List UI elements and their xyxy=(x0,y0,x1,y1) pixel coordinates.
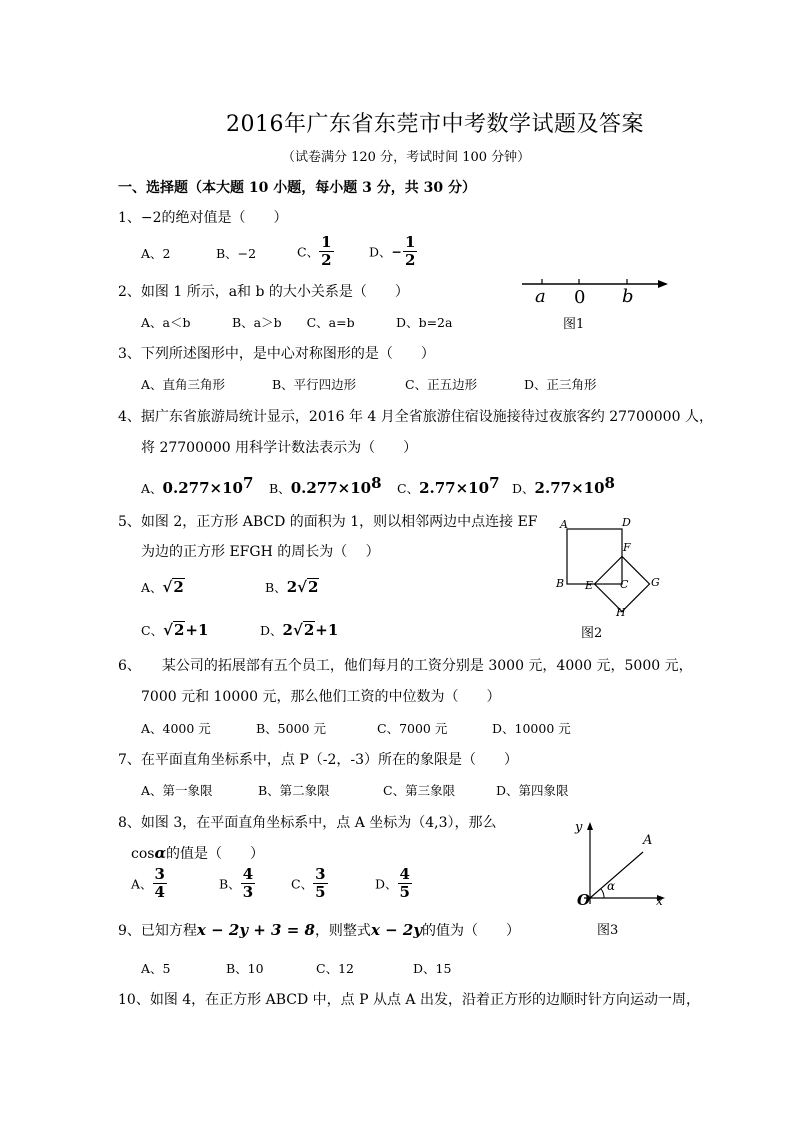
q5-line1: 5、如图 2，正方形 ABCD 的面积为 1，则以相邻两边中点连接 EF xyxy=(118,514,538,530)
q1-option-d: D、− $\frac{1}{2}$ xyxy=(369,233,416,269)
q4-line1: 4、据广东省旅游局统计显示，2016 年 4 月全省旅游住宿设施接待过夜旅客约 27700000 人， xyxy=(118,409,713,425)
fig2-caption: 图2 xyxy=(581,626,603,641)
section-heading: 一、选择题（本大题 10 小题，每小题 3 分，共 30 分） xyxy=(118,180,476,196)
q9-option-c: C、12 xyxy=(316,961,354,976)
square-figure xyxy=(555,516,667,622)
q3-option-b: B、平行四边形 xyxy=(272,377,357,392)
fig3-label-x: x xyxy=(656,894,663,908)
fig1-label-b: b xyxy=(622,286,634,307)
q9-stem: 9、已知方程x − 2y + 3 = 8，则整式x − 2y的值为（ ） xyxy=(118,921,521,939)
fig2-label-F: F xyxy=(623,541,631,554)
fig2-label-G: G xyxy=(651,576,660,589)
fig3-label-O: O xyxy=(577,891,591,909)
subtitle: （试卷满分 120 分，考试时间 100 分钟） xyxy=(282,150,531,165)
fig2-label-E: E xyxy=(585,579,594,592)
q9-option-b: B、10 xyxy=(226,961,264,976)
q5-option-c: C、√2+1 xyxy=(141,621,209,639)
q6-option-a: A、4000 元 xyxy=(141,721,211,736)
q3-option-c: C、正五边形 xyxy=(405,377,478,392)
q8-option-b: B、 $\frac{4}{3}$ xyxy=(219,865,254,901)
fig3-label-alpha: α xyxy=(607,879,616,893)
q9-option-a: A、5 xyxy=(141,961,171,976)
q4-option-c: C、$2.77\times 10^7$ xyxy=(397,474,500,498)
fig3-label-A: A xyxy=(643,833,653,848)
q1-option-b: B、−2 xyxy=(216,246,257,261)
fig2-label-H: H xyxy=(616,606,626,619)
q7-option-d: D、第四象限 xyxy=(496,783,569,798)
q5-option-d: D、2√2+1 xyxy=(260,621,339,639)
q6-line1: 6、 某公司的拓展部有五个员工，他们每月的工资分别是 3000 元，4000 元，5000 元， xyxy=(118,658,693,674)
q10-line1: 10、如图 4，在正方形 ABCD 中，点 P 从点 A 出发，沿着正方形的边顺时针方向运动一周， xyxy=(118,992,700,1008)
q6-option-d: D、10000 元 xyxy=(492,721,571,736)
fig3-label-y: y xyxy=(575,820,583,835)
q2-options: A、a＜b B、a＞b C、a=b D、b=2a xyxy=(141,315,453,330)
q3-option-a: A、直角三角形 xyxy=(141,377,226,392)
fig1-label-0: 0 xyxy=(574,287,586,308)
q8-line2: cosα的值是（ ） xyxy=(131,844,265,862)
q7-option-b: B、第二象限 xyxy=(258,783,330,798)
q3-option-d: D、正三角形 xyxy=(524,377,597,392)
q6-option-b: B、5000 元 xyxy=(256,721,326,736)
q4-option-a: A、$0.277\times 10^7$ xyxy=(141,474,254,498)
q7-stem: 7、在平面直角坐标系中，点 P（-2，-3）所在的象限是（ ） xyxy=(118,752,519,768)
fig2-label-D: D xyxy=(622,516,631,529)
q8-option-c: C、 $\frac{3}{5}$ xyxy=(291,865,326,901)
q4-line2: 将 27700000 用科学计数法表示为（ ） xyxy=(141,440,418,456)
q5-line2: 为边的正方形 EFGH 的周长为（ ） xyxy=(141,544,380,560)
q6-line2: 7000 元和 10000 元，那么他们工资的中位数为（ ） xyxy=(141,689,501,705)
fig2-label-A: A xyxy=(560,518,568,531)
fig2-label-C: C xyxy=(620,578,629,591)
q7-option-a: A、第一象限 xyxy=(141,783,213,798)
fig1-label-a: a xyxy=(535,286,546,307)
q1-stem: 1、−2的绝对值是（ ） xyxy=(118,210,288,226)
q8-option-a: A、 $\frac{3}{4}$ xyxy=(131,865,165,901)
q5-option-b: B、2√2 xyxy=(265,578,319,596)
q9-option-d: D、15 xyxy=(413,961,452,976)
fig1-caption: 图1 xyxy=(563,317,585,332)
q7-option-c: C、第三象限 xyxy=(383,783,456,798)
q6-option-c: C、7000 元 xyxy=(377,721,448,736)
q3-stem: 3、下列所述图形中，是中心对称图形的是（ ） xyxy=(118,346,435,362)
q4-option-d: D、$2.77\times 10^8$ xyxy=(512,474,615,498)
q2-stem: 2、如图 1 所示，a和 b 的大小关系是（ ） xyxy=(118,284,409,300)
q8-option-d: D、 $\frac{4}{5}$ xyxy=(375,865,410,901)
q4-option-b: B、$0.277\times 10^8$ xyxy=(269,474,382,498)
q8-line1: 8、如图 3，在平面直角坐标系中，点 A 坐标为（4,3），那么 xyxy=(118,815,497,831)
fig3-caption: 图3 xyxy=(597,923,619,938)
q1-option-a: A、2 xyxy=(141,246,171,261)
q1-option-c: C、 $\frac{1}{2}$ xyxy=(297,233,332,269)
q5-option-a: A、√2 xyxy=(141,578,184,596)
fig2-label-B: B xyxy=(556,577,565,590)
page-title: 2016年广东省东莞市中考数学试题及答案 xyxy=(226,112,644,137)
